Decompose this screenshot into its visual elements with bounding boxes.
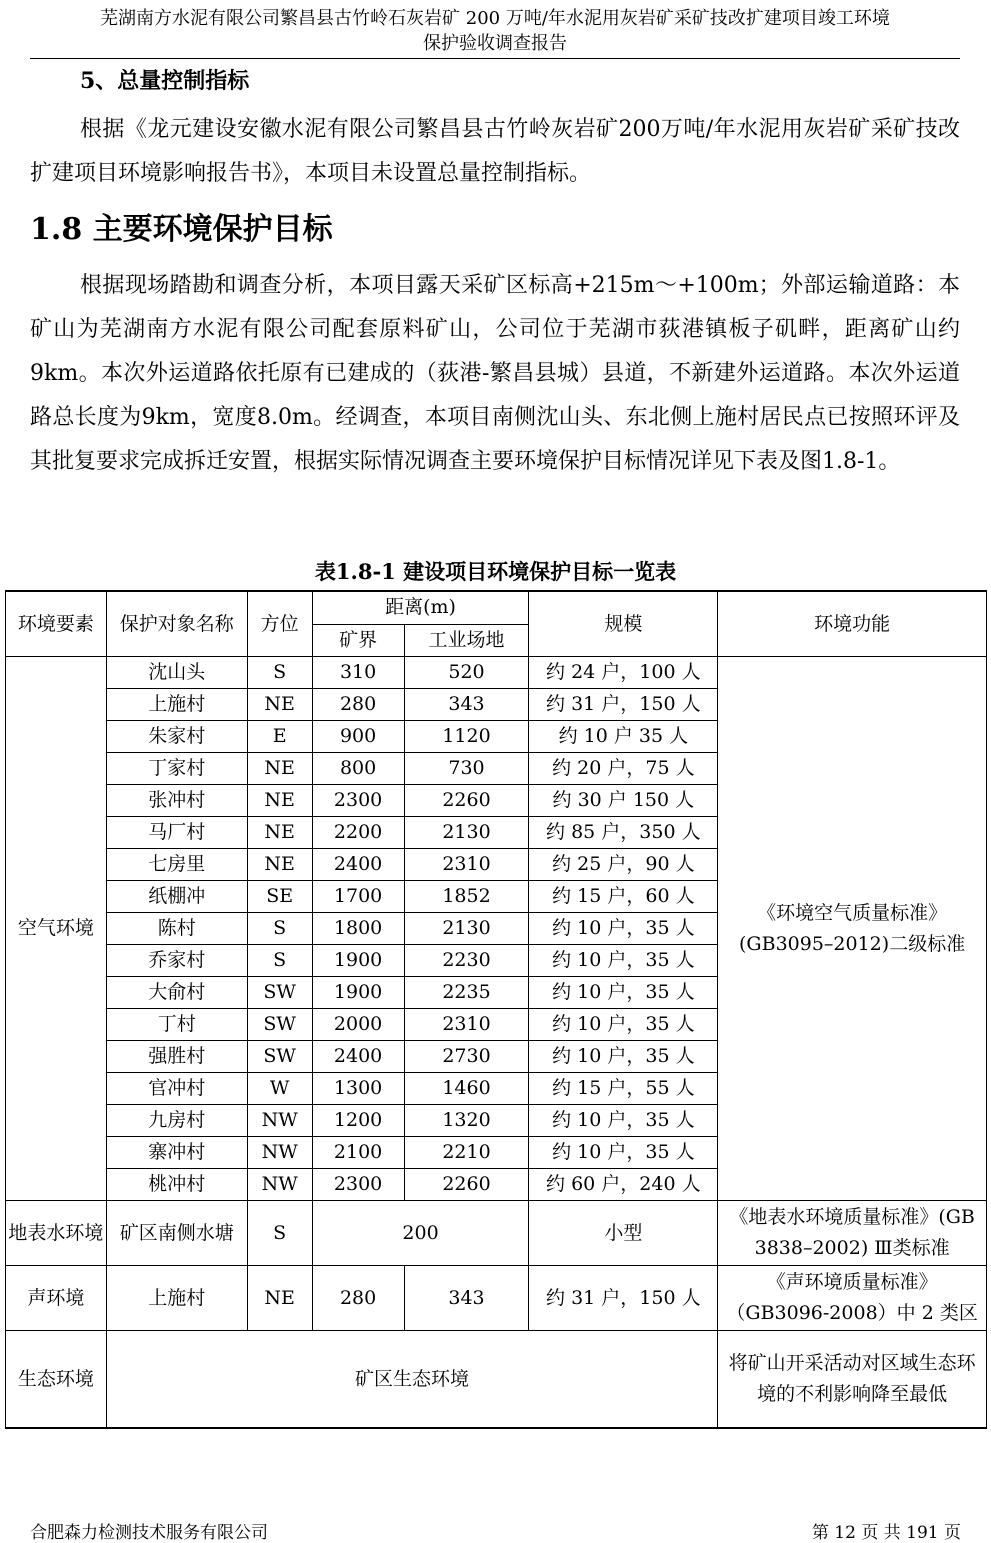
cell-direction: SE [247,881,312,913]
cell-mine-distance: 900 [312,721,404,753]
paragraph-protection-targets: 根据现场踏勘和调查分析，本项目露天采矿区标高+215m～+100m；外部运输道路：本矿山为芜湖南方水泥有限公司配套原料矿山，公司位于芜湖市荻港镇板子矶畔，距离矿山约9km。本次外运道路依托原有已建成的（荻港-繁昌县城）县道，不新建外运道路。本次外运道路总长度为9km，宽度8.0m。经调查，本项目南侧沈山头、东北侧上施村居民点已按照环评及其批复要求完成拆迁安置，根据实际情况调查主要环境保护目标情况详见下表及图1.8-1。 [30,273,960,474]
cell-site-distance: 730 [404,753,529,785]
cell-scale: 小型 [529,1201,718,1266]
cell-function: 《地表水环境质量标准》(GB 3838–2002) Ⅲ类标准 [718,1201,987,1266]
table-row [6,1201,987,1266]
cell-site-distance: 1852 [404,881,529,913]
cell-site-distance: 2310 [404,1009,529,1041]
cell-scale: 约 31 户，150 人 [529,1266,718,1331]
cell-mine-distance: 280 [312,689,404,721]
cell-scale: 约 24 户，100 人 [529,657,718,689]
cell-mine-distance: 1800 [312,913,404,945]
cell-object: 丁村 [106,1009,247,1041]
cell-object: 乔家村 [106,945,247,977]
cell-site-distance: 520 [404,657,529,689]
cell-element: 生态环境 [6,1331,107,1429]
cell-scale: 约 10 户，35 人 [529,1105,718,1137]
cell-mine-distance: 2100 [312,1137,404,1169]
cell-scale: 约 10 户 35 人 [529,721,718,753]
cell-direction: NE [247,689,312,721]
cell-direction: NW [247,1137,312,1169]
cell-object: 纸棚冲 [106,881,247,913]
cell-scale: 约 30 户 150 人 [529,785,718,817]
section-title: 1.8 主要环境保护目标 [30,212,333,247]
cell-mine-distance: 1900 [312,945,404,977]
cell-scale: 约 60 户，240 人 [529,1169,718,1201]
cell-direction: NE [247,785,312,817]
header-direction: 方位 [247,591,312,657]
cell-direction: NE [247,817,312,849]
cell-object: 九房村 [106,1105,247,1137]
cell-site-distance: 1460 [404,1073,529,1105]
cell-site-distance: 2210 [404,1137,529,1169]
cell-mine-distance: 1200 [312,1105,404,1137]
cell-scale: 约 20 户，75 人 [529,753,718,785]
header-title-line2: 保护验收调查报告 [423,33,567,54]
cell-object: 矿区生态环境 [106,1331,717,1429]
header-scale: 规模 [529,591,718,657]
cell-direction: NW [247,1169,312,1201]
table-row [6,657,987,689]
page-header [30,6,960,59]
cell-mine-distance: 800 [312,753,404,785]
cell-object: 马厂村 [106,817,247,849]
cell-function: 将矿山开采活动对区域生态环境的不利影响降至最低 [718,1331,987,1429]
header-distance: 距离(m) [312,591,529,624]
cell-site-distance: 2730 [404,1041,529,1073]
cell-object: 上施村 [106,1266,247,1331]
cell-direction: S [247,945,312,977]
cell-object: 沈山头 [106,657,247,689]
cell-site-distance: 2130 [404,817,529,849]
cell-mine-distance: 2400 [312,849,404,881]
cell-scale: 约 15 户，55 人 [529,1073,718,1105]
cell-site-distance: 2230 [404,945,529,977]
subsection-title: 5、总量控制指标 [80,68,250,94]
cell-site-distance: 2235 [404,977,529,1009]
cell-scale: 约 85 户，350 人 [529,817,718,849]
cell-scale: 约 31 户，150 人 [529,689,718,721]
protection-targets-table [5,590,987,1429]
cell-site-distance: 1320 [404,1105,529,1137]
cell-function: 《声环境质量标准》（GB3096-2008）中 2 类区 [718,1266,987,1331]
cell-direction: NW [247,1105,312,1137]
cell-site-distance: 1120 [404,721,529,753]
cell-element: 地表水环境 [6,1201,107,1266]
cell-direction: NE [247,849,312,881]
cell-site-distance: 2260 [404,1169,529,1201]
cell-object: 张冲村 [106,785,247,817]
cell-object: 七房里 [106,849,247,881]
cell-direction: NE [247,753,312,785]
cell-object: 桃冲村 [106,1169,247,1201]
cell-direction: W [247,1073,312,1105]
header-mine: 矿界 [312,624,404,657]
cell-mine-distance: 1900 [312,977,404,1009]
cell-distance: 200 [312,1201,529,1266]
cell-mine-distance: 2000 [312,1009,404,1041]
cell-scale: 约 10 户，35 人 [529,977,718,1009]
cell-object: 官冲村 [106,1073,247,1105]
cell-scale: 约 10 户，35 人 [529,1009,718,1041]
cell-direction: SW [247,1041,312,1073]
cell-direction: NE [247,1266,312,1331]
cell-object: 上施村 [106,689,247,721]
cell-scale: 约 25 户，90 人 [529,849,718,881]
cell-site-distance: 2310 [404,849,529,881]
cell-site-distance: 343 [404,689,529,721]
cell-scale: 约 10 户，35 人 [529,945,718,977]
header-object: 保护对象名称 [106,591,247,657]
cell-mine-distance: 280 [312,1266,404,1331]
header-function: 环境功能 [718,591,987,657]
cell-mine-distance: 2300 [312,785,404,817]
header-site: 工业场地 [404,624,529,657]
cell-scale: 约 10 户，35 人 [529,913,718,945]
cell-object: 矿区南侧水塘 [106,1201,247,1266]
cell-site-distance: 343 [404,1266,529,1331]
cell-mine-distance: 310 [312,657,404,689]
cell-mine-distance: 2200 [312,817,404,849]
cell-mine-distance: 2300 [312,1169,404,1201]
cell-mine-distance: 2400 [312,1041,404,1073]
paragraph-total-control: 根据《龙元建设安徽水泥有限公司繁昌县古竹岭灰岩矿200万吨/年水泥用灰岩矿采矿技改扩建项目环境影响报告书》，本项目未设置总量控制指标。 [30,117,960,186]
cell-site-distance: 2130 [404,913,529,945]
cell-object: 朱家村 [106,721,247,753]
cell-object: 大俞村 [106,977,247,1009]
cell-mine-distance: 1700 [312,881,404,913]
cell-object: 丁家村 [106,753,247,785]
cell-function: 《环境空气质量标准》(GB3095–2012)二级标准 [718,657,987,1201]
cell-direction: E [247,721,312,753]
cell-direction: SW [247,1009,312,1041]
table-caption: 表1.8-1 建设项目环境保护目标一览表 [314,559,677,584]
table-row [6,1331,987,1429]
cell-scale: 约 10 户，35 人 [529,1041,718,1073]
cell-element: 空气环境 [6,657,107,1201]
cell-scale: 约 10 户，35 人 [529,1137,718,1169]
header-title-line1: 芜湖南方水泥有限公司繁昌县古竹岭石灰岩矿 200 万吨/年水泥用灰岩矿采矿技改扩建项目竣工环境 [100,8,890,29]
cell-element: 声环境 [6,1266,107,1331]
cell-direction: SW [247,977,312,1009]
cell-object: 强胜村 [106,1041,247,1073]
footer-company: 合肥森力检测技术服务有限公司 [30,1523,268,1543]
footer-page-number: 第 12 页 共 191 页 [811,1523,961,1543]
cell-object: 寨冲村 [106,1137,247,1169]
table-row [6,1266,987,1331]
table-header-row [6,591,987,624]
cell-scale: 约 15 户，60 人 [529,881,718,913]
header-element: 环境要素 [6,591,107,657]
cell-direction: S [247,657,312,689]
cell-object: 陈村 [106,913,247,945]
cell-direction: S [247,1201,312,1266]
cell-mine-distance: 1300 [312,1073,404,1105]
cell-site-distance: 2260 [404,785,529,817]
cell-direction: S [247,913,312,945]
